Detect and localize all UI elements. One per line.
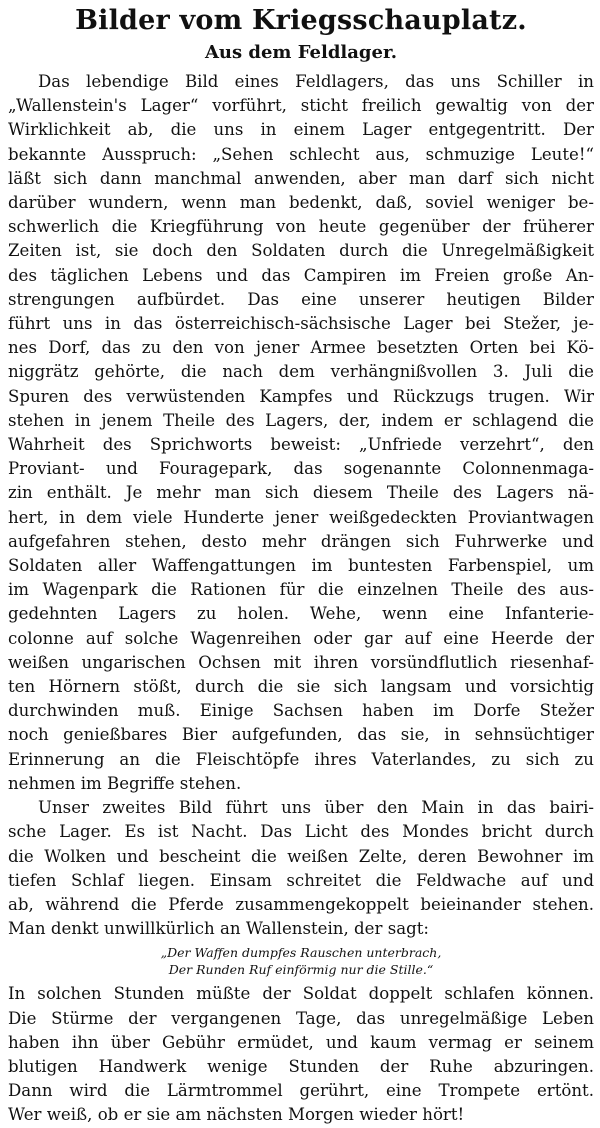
text-line: bekannte Ausspruch: „Sehen schlecht aus, schmuzige Leute!“ <box>8 144 594 164</box>
text-line: die Wolken und bescheint die weißen Zelte, deren Bewohner im <box>8 846 594 866</box>
text-line: führt uns in das österreichisch-sächsische Lager bei Stežer, je- <box>8 314 594 334</box>
text-line: hert, in dem viele Hunderte jener weißgedeckten Proviantwagen <box>8 507 594 527</box>
quote-line: „Der Waffen dumpfes Rauschen unterbrach, <box>160 945 442 961</box>
text-line: tiefen Schlaf liegen. Einsam schreitet die Feldwache auf und <box>8 870 594 890</box>
text-line: darüber wundern, wenn man bedenkt, daß, soviel weniger be- <box>8 193 594 213</box>
text-line: Wer weiß, ob er sie am nächsten Morgen wieder hört! <box>8 1105 465 1125</box>
text-line: haben ihn über Gebühr ermüdet, und kaum vermag er seinem <box>8 1032 594 1052</box>
text-line: Spuren des verwüstenden Kampfes und Rückzugs trugen. Wir <box>8 386 594 406</box>
text-line: strengungen aufbürdet. Das eine unserer heutigen Bilder <box>8 289 594 309</box>
text-line: ten Hörnern stößt, durch die sie sich langsam und vorsichtig <box>8 677 594 697</box>
text-line: stehen in jenem Theile des Lagers, der, indem er schlagend die <box>8 410 594 430</box>
text-line: des täglichen Lebens und das Campiren im Freien große An- <box>8 265 594 285</box>
text-line: schwerlich die Kriegführung von heute gegenüber der früherer <box>8 217 594 237</box>
text-line: weißen ungarischen Ochsen mit ihren vorsündflutlich riesenhaf- <box>8 652 594 672</box>
paragraph-1 <box>8 70 594 796</box>
paragraph-closing <box>8 982 594 1127</box>
text-line: Die Stürme der vergangenen Tage, das unregelmäßige Leben <box>8 1008 594 1028</box>
text-line: nes Dorf, das zu den von jener Armee besetzten Orten bei Kö- <box>8 338 594 358</box>
text-line: Wirklichkeit ab, die uns in einem Lager entgegentritt. Der <box>8 120 594 140</box>
text-line: Proviant- und Fouragepark, das sogenannte Colonnenmaga- <box>8 459 594 479</box>
text-line: „Wallenstein's Lager“ vorführt, sticht freilich gewaltig von der <box>8 96 594 116</box>
text-line: ab, während die Pferde zusammengekoppelt beieinander stehen. <box>8 894 594 914</box>
text-line: Dann wird die Lärmtrommel gerührt, eine Trompete ertönt. <box>8 1081 594 1101</box>
quote-line: Der Runden Ruf einförmig nur die Stille.“ <box>168 962 434 978</box>
text-line: im Wagenpark die Rationen für die einzelnen Theile des aus- <box>8 580 594 600</box>
text-line: blutigen Handwerk wenige Stunden der Ruhe abzuringen. <box>8 1056 594 1076</box>
text-line: Unser zweites Bild führt uns über den Main in das bairi- <box>38 798 594 818</box>
text-line: durchwinden muß. Einige Sachsen haben im Dorfe Stežer <box>8 701 594 721</box>
text-line: Man denkt unwillkürlich an Wallenstein, der sagt: <box>8 919 429 939</box>
text-line: aufgefahren stehen, desto mehr drängen sich Fuhrwerke und <box>8 531 594 551</box>
text-line: gedehnten Lagers zu holen. Wehe, wenn eine Infanterie- <box>8 604 594 624</box>
text-line: niggrätz gehörte, die nach dem verhängnißvollen 3. Juli die <box>8 362 594 382</box>
text-line: nehmen im Begriffe stehen. <box>8 773 242 793</box>
text-line: sche Lager. Es ist Nacht. Das Licht des Mondes bricht durch <box>8 822 594 842</box>
text-line: zin enthält. Je mehr man sich diesem Theile des Lagers nä- <box>8 483 594 503</box>
text-line: colonne auf solche Wagenreihen oder gar auf eine Heerde der <box>8 628 594 648</box>
text-line: In solchen Stunden müßte der Soldat doppelt schlafen können. <box>8 984 594 1004</box>
paragraph-2 <box>8 796 594 941</box>
text-line: Zeiten ist, sie doch den Soldaten durch die Unregelmäßigkeit <box>8 241 594 261</box>
text-line: Soldaten aller Waffengattungen im buntesten Farbenspiel, um <box>8 556 594 576</box>
text-line: Das lebendige Bild eines Feldlagers, das uns Schiller in <box>38 72 594 91</box>
article-title: Bilder vom Kriegsschauplatz. <box>75 5 527 36</box>
article-subtitle: Aus dem Feldlager. <box>204 42 398 63</box>
text-line: noch genießbares Bier aufgefunden, das sie, in sehnsüchtiger <box>8 725 594 745</box>
text-line: Erinnerung an die Fleischtöpfe ihres Vaterlandes, zu sich zu <box>8 749 594 769</box>
text-line: Wahrheit des Sprichworts beweist: „Unfriede verzehrt“, den <box>8 435 594 455</box>
text-line: läßt sich dann manchmal anwenden, aber man darf sich nicht <box>8 168 594 188</box>
verse-quote <box>8 944 594 978</box>
